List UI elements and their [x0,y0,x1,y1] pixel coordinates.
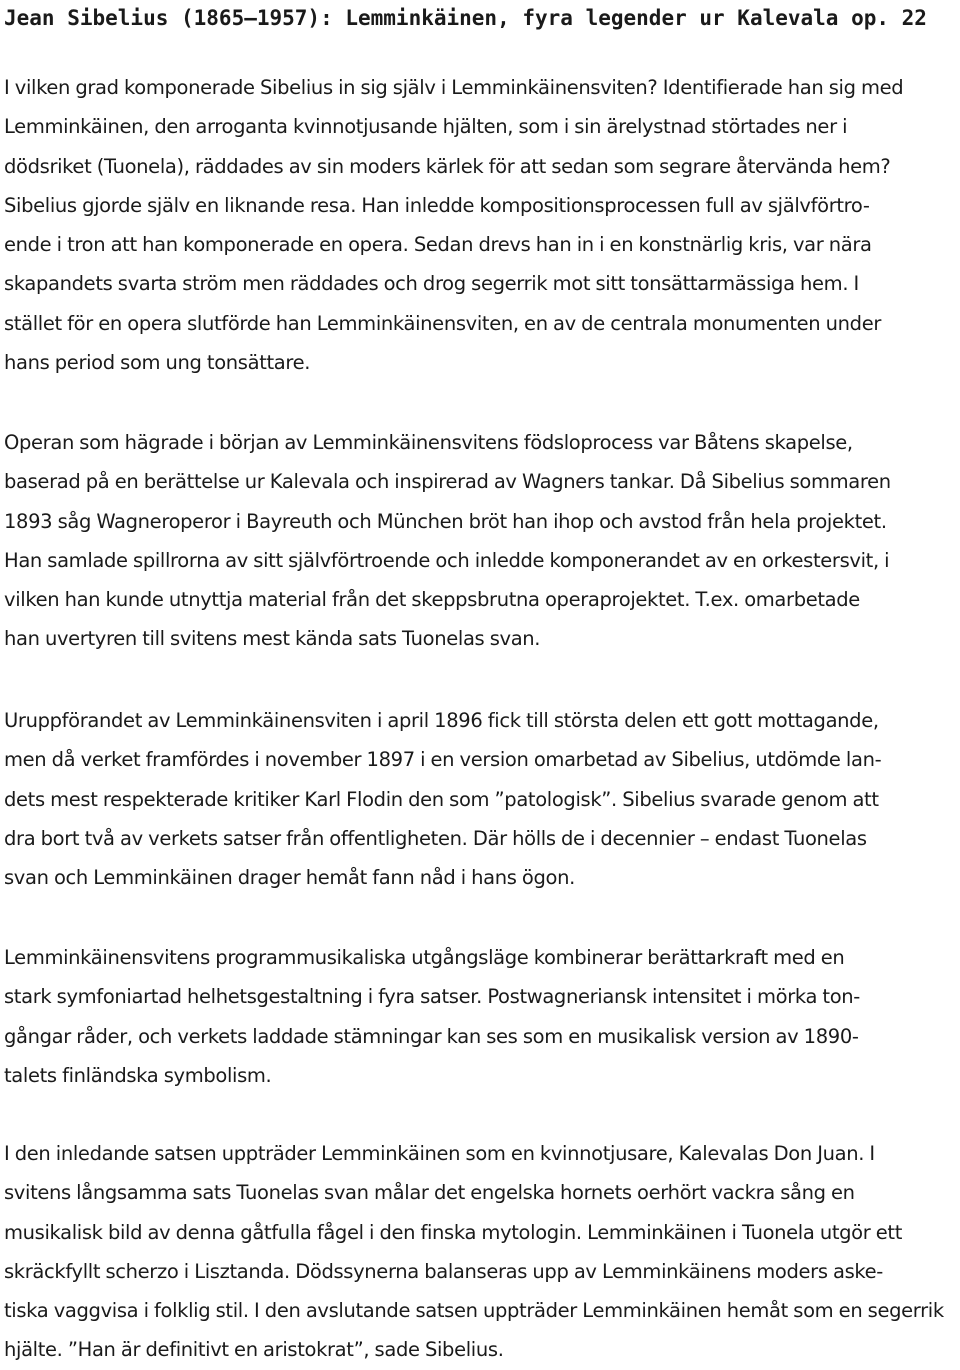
text-line: I den inledande satsen uppträder Lemminkäinen som en kvinnotjusare, Kalevalas Don Juan. I [4,1142,875,1165]
text-line: Uruppförandet av Lemminkäinensviten i april 1896 fick till största delen ett gott mottagande, [4,709,879,732]
text-line: 1893 såg Wagneroperor i Bayreuth och München bröt han ihop och avstod från hela projektet. [4,509,887,533]
text-line: Sibelius gjorde själv en liknande resa. Han inledde kompositionsprocessen full av självförtro- [4,193,870,217]
paragraph-4 [4,938,860,1095]
text-line: musikalisk bild av denna gåtfulla fågel i den finska mytologin. Lemminkäinen i Tuonela utgör ett [4,1220,902,1244]
document-title: Jean Sibelius (1865–1957): Lemminkäinen, fyra legender ur Kalevala op. 22 [4,6,927,30]
text-line: stark symfoniartad helhetsgestaltning i fyra satser. Postwagneriansk intensitet i mörka ton- [4,985,860,1009]
text-line: Lemminkäinensvitens programmusikaliska utgångsläge kombinerar berättarkraft med en [4,946,845,969]
paragraph-3 [4,701,881,897]
text-line: svitens långsamma sats Tuonelas svan målar det engelska hornets oerhört vackra sång en [4,1181,855,1205]
text-line: men då verket framfördes i november 1897 i en version omarbetad av Sibelius, utdömde lan- [4,748,882,772]
text-line: Han samlade spillrorna av sitt självförtroende och inledde komponerandet av en orkestersvit, i [4,548,890,572]
document-page [4,0,956,1362]
text-line: baserad på en berättelse ur Kalevala och inspirerad av Wagners tankar. Då Sibelius sommaren [4,470,891,494]
text-line: tiska vaggvisa i folklig stil. I den avslutande satsen uppträder Lemminkäinen hemåt som en segerrik [4,1299,944,1323]
text-line: gångar råder, och verkets laddade stämningar kan ses som en musikalisk version av 1890- [4,1024,859,1048]
text-line: hjälte. ”Han är definitivt en aristokrat”, sade Sibelius. [4,1338,504,1362]
text-line: hans period som ung tonsättare. [4,351,311,375]
text-line: skapandets svarta ström men räddades och drog segerrik mot sitt tonsättarmässiga hem. I [4,272,859,296]
text-line: dödsriket (Tuonela), räddades av sin moders kärlek för att sedan som segrare återvända hem? [4,154,891,178]
text-line: Operan som hägrade i början av Lemminkäinensvitens födsloprocess var Båtens skapelse, [4,431,853,454]
text-line: ende i tron att han komponerade en opera. Sedan drevs han in i en konstnärlig kris, var nära [4,233,872,257]
text-line: dets mest respekterade kritiker Karl Flodin den som ”patologisk”. Sibelius svarade genom att [4,787,879,811]
paragraph-2 [4,423,891,659]
text-line: talets finländska symbolism. [4,1063,272,1087]
text-line: I vilken grad komponerade Sibelius in sig själv i Lemminkäinensviten? Identifierade han sig med [4,76,904,99]
text-line: skräckfyllt scherzo i Lisztanda. Dödssynerna balanseras upp av Lemminkäinens moders aske- [4,1259,883,1283]
text-line: dra bort två av verkets satser från offentligheten. Där hölls de i decennier – endast Tuonelas [4,826,867,850]
text-line: han uvertyren till svitens mest kända sats Tuonelas svan. [4,627,541,651]
paragraph-5 [4,1134,944,1370]
text-line: Lemminkäinen, den arroganta kvinnotjusande hjälten, som i sin ärelystnad störtades ner i [4,115,848,139]
text-line: stället för en opera slutförde han Lemminkäinensviten, en av de centrala monumenten under [4,311,882,335]
paragraph-1 [4,68,903,382]
text-line: vilken han kunde utnyttja material från det skeppsbrutna operaprojektet. T.ex. omarbetade [4,588,860,612]
text-line: svan och Lemminkäinen drager hemåt fann nåd i hans ögon. [4,866,575,890]
